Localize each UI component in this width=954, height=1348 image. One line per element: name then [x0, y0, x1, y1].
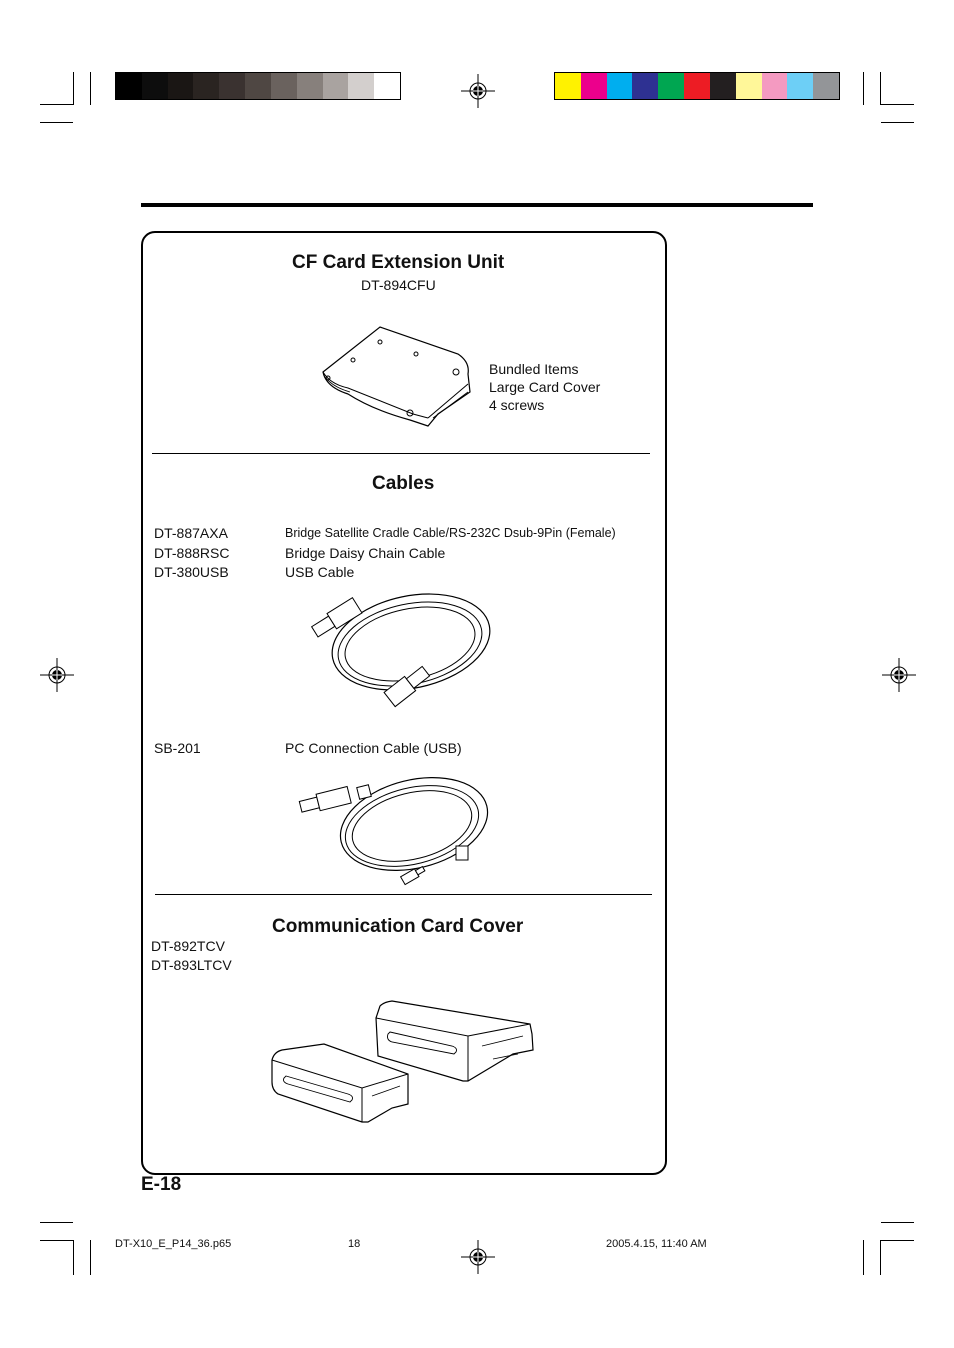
footer-page: 18 [348, 1238, 361, 1250]
process-color-bar [554, 72, 840, 100]
usb-cable-illustration [306, 586, 496, 714]
color-swatch [684, 73, 710, 99]
registration-target-top [461, 74, 495, 108]
color-swatch [245, 73, 271, 99]
color-swatch [736, 73, 762, 99]
color-swatch [787, 73, 813, 99]
color-swatch [116, 73, 142, 99]
color-swatch [581, 73, 607, 99]
comm-cover-model: DT-892TCV [151, 938, 225, 954]
color-swatch [607, 73, 633, 99]
bundled-item: 4 screws [489, 397, 545, 413]
cable-model: SB-201 [154, 740, 201, 756]
bundled-items-heading: Bundled Items [489, 361, 579, 377]
color-swatch [348, 73, 374, 99]
cf-unit-title: CF Card Extension Unit [292, 252, 505, 273]
cable-description: Bridge Satellite Cradle Cable/RS-232C Dsub-9Pin (Female) [285, 526, 616, 540]
cable-model: DT-888RSC [154, 545, 230, 561]
footer-filename: DT-X10_E_P14_36.p65 [115, 1238, 232, 1250]
bundled-item: Large Card Cover [489, 379, 601, 395]
section-divider [155, 894, 652, 895]
color-swatch [555, 73, 581, 99]
color-swatch [297, 73, 323, 99]
pc-cable-illustration [296, 768, 496, 888]
section-divider [152, 453, 650, 454]
footer-date: 2005.4.15, 11:40 AM [606, 1238, 707, 1250]
page-number: E-18 [141, 1174, 182, 1195]
color-swatch [710, 73, 736, 99]
color-swatch [193, 73, 219, 99]
cable-model: DT-887AXA [154, 525, 228, 541]
color-swatch [658, 73, 684, 99]
color-swatch [323, 73, 349, 99]
color-swatch [813, 73, 839, 99]
color-swatch [271, 73, 297, 99]
cf-unit-illustration [318, 322, 478, 432]
registration-target-bottom [461, 1240, 495, 1274]
cable-model: DT-380USB [154, 564, 229, 580]
color-swatch [219, 73, 245, 99]
registration-target-left [40, 658, 74, 692]
comm-cover-model: DT-893LTCV [151, 957, 232, 973]
cables-title: Cables [372, 473, 435, 494]
color-swatch [762, 73, 788, 99]
color-swatch [142, 73, 168, 99]
color-swatch [374, 73, 400, 99]
color-swatch [168, 73, 194, 99]
registration-target-right [882, 658, 916, 692]
gray-color-bar [115, 72, 401, 100]
color-swatch [632, 73, 658, 99]
cf-unit-model: DT-894CFU [361, 277, 436, 293]
cable-description: PC Connection Cable (USB) [285, 740, 462, 756]
comm-cover-illustration [268, 996, 538, 1124]
comm-cover-title: Communication Card Cover [272, 916, 524, 937]
header-rule [141, 203, 813, 207]
cable-description: USB Cable [285, 564, 355, 580]
cable-description: Bridge Daisy Chain Cable [285, 545, 446, 561]
